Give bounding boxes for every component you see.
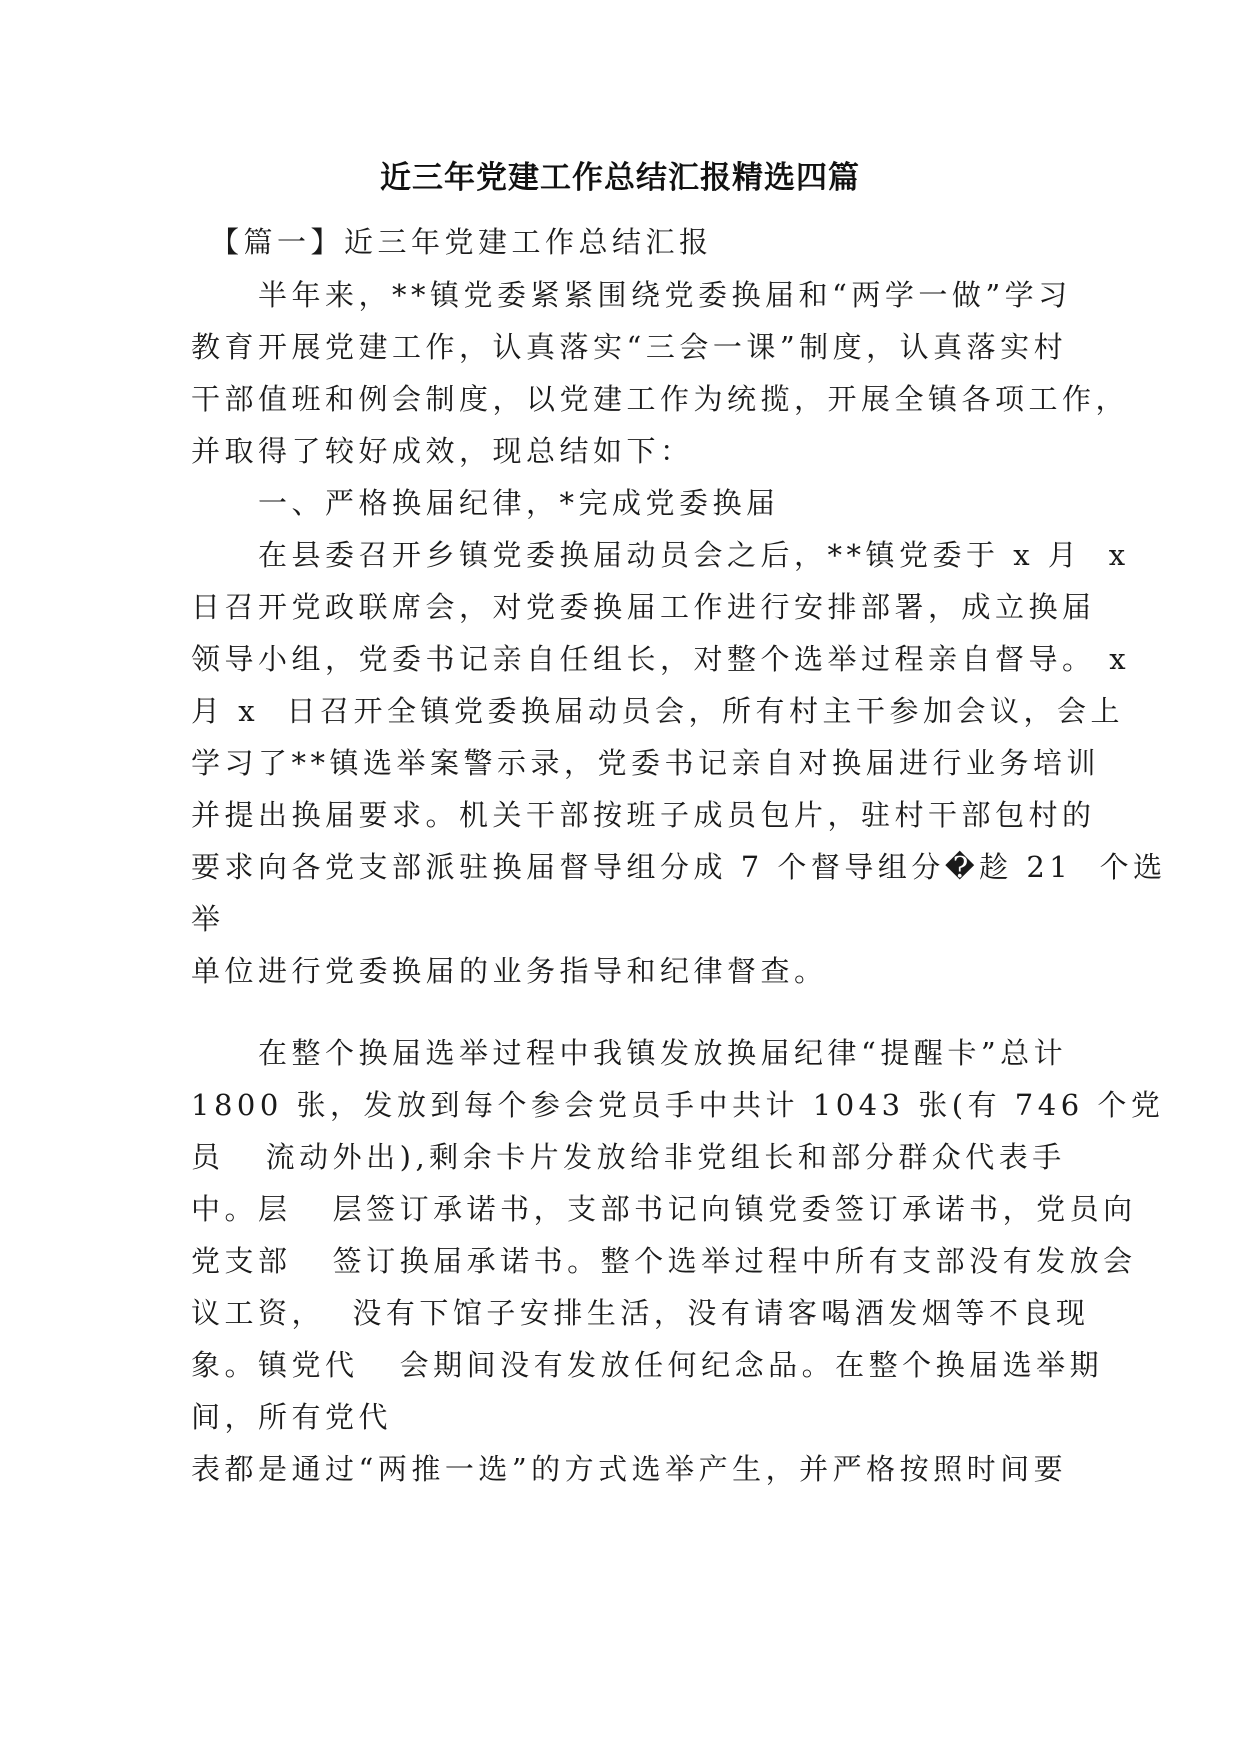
paragraph-line: 并取得了较好成效，现总结如下： [191, 434, 694, 468]
paragraph-line: 员 流动外出),剩余卡片发放给非党组长和部分群众代表手 [191, 1140, 1066, 1174]
paragraph-line: 党支部 签订换届承诺书。整个选举过程中所有支部没有发放会 [191, 1244, 1137, 1278]
paragraph-line: 日召开党政联席会，对党委换届工作进行安排部署，成立换届 [191, 590, 1096, 624]
paragraph-line: 中。层 层签订承诺书，支部书记向镇党委签订承诺书，党员向 [191, 1192, 1137, 1226]
paragraph-line: 议工资， 没有下馆子安排生活，没有请客喝酒发烟等不良现 [191, 1296, 1090, 1330]
paragraph-line: 1800 张，发放到每个参会党员手中共计 1043 张(有 746 个党 [191, 1088, 1165, 1122]
paragraph-line: 要求向各党支部派驻换届督导组分成 7 个督导组分�趁 21 个选 [191, 850, 1167, 884]
paragraph-line: 象。镇党代 会期间没有发放任何纪念品。在整个换届选举期 [191, 1348, 1104, 1382]
paragraph-line: 干部值班和例会制度，以党建工作为统揽，开展全镇各项工作， [191, 382, 1130, 416]
paragraph-line: 半年来，**镇党委紧紧围绕党委换届和“两学一做”学习 [191, 278, 1072, 312]
paragraph-line: 单位进行党委换届的业务指导和纪律督查。 [191, 954, 828, 988]
page-title: 近三年党建工作总结汇报精选四篇 [380, 160, 860, 196]
paragraph-line: 举 [191, 902, 225, 936]
paragraph-line: 在整个换届选举过程中我镇发放换届纪律“提醒卡”总计 [191, 1036, 1068, 1070]
subheading: 一、严格换届纪律，*完成党委换届 [191, 486, 780, 520]
paragraph-line: 表都是通过“两推一选”的方式选举产生，并严格按照时间要 [191, 1452, 1068, 1486]
paragraph-line: 间，所有党代 [191, 1400, 393, 1434]
paragraph-line: 学习了**镇选举案警示录，党委书记亲自对换届进行业务培训 [191, 746, 1101, 780]
paragraph-line: 月 x 日召开全镇党委换届动员会，所有村主干参加会议，会上 [191, 694, 1125, 728]
paragraph-line: 在县委召开乡镇党委换届动员会之后，**镇党委于 x 月 x [191, 538, 1130, 572]
paragraph-line: 教育开展党建工作，认真落实“三会一课”制度，认真落实村 [191, 330, 1068, 364]
paragraph-line: 并提出换届要求。机关干部按班子成员包片，驻村干部包村的 [191, 798, 1096, 832]
paragraph-line: 领导小组，党委书记亲自任组长，对整个选举过程亲自督导。 x [191, 642, 1131, 676]
section-heading: 【篇一】近三年党建工作总结汇报 [191, 225, 713, 259]
